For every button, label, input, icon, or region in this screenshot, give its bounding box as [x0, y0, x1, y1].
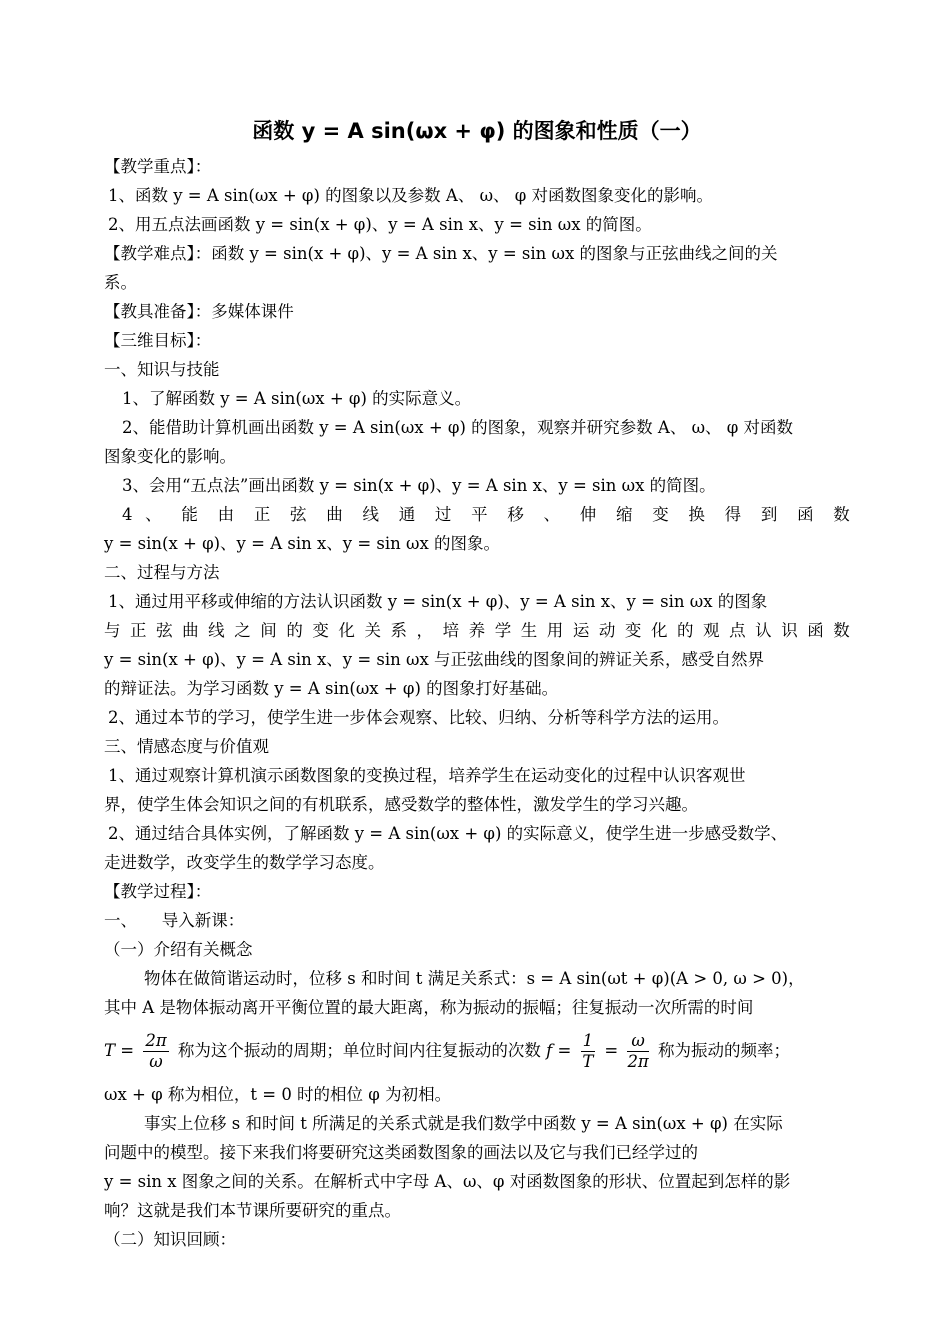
paragraph-line: ωx + φ 称为相位，t = 0 时的相位 φ 为初相。	[104, 1085, 452, 1104]
period-fraction	[143, 1031, 168, 1072]
frequency-symbol: f =	[546, 1041, 572, 1060]
paragraph-line: 2、能借助计算机画出函数 y = A sin(ωx + φ) 的图象，观察并研究参数 A、 ω、 φ 对函数	[122, 418, 794, 437]
frequency-fraction-2	[627, 1031, 648, 1072]
section-heading: 【教具准备】：多媒体课件	[104, 302, 294, 321]
subsection-heading: （二）知识回顾：	[104, 1230, 236, 1249]
paragraph-line: 2、通过结合具体实例，了解函数 y = A sin(ωx + φ) 的实际意义，使学生进一步感受数学、	[108, 824, 788, 843]
paragraph-line: 系。	[104, 273, 137, 292]
paragraph-line: 2、用五点法画函数 y = sin(x + φ)、y = A sin x、y = sin ωx 的简图。	[108, 215, 652, 234]
equals-sign: =	[604, 1041, 619, 1060]
paragraph-line: 响？这就是我们本节课所要研究的重点。	[104, 1201, 401, 1220]
document-page	[104, 108, 850, 1254]
paragraph-line: 1、函数 y = A sin(ωx + φ) 的图象以及参数 A、 ω、 φ 对函数图象变化的影响。	[108, 186, 714, 205]
subsection-heading: （一）介绍有关概念	[104, 940, 253, 959]
frequency-fraction-1	[581, 1031, 596, 1072]
subsection-heading: 一、知识与技能	[104, 360, 220, 379]
paragraph-line: 的辩证法。为学习函数 y = A sin(ωx + φ) 的图象打好基础。	[104, 679, 559, 698]
paragraph-line: 其中 A 是物体振动离开平衡位置的最大距离，称为振动的振幅；往复振动一次所需的时间	[104, 998, 754, 1017]
subsection-heading: 一、 导入新课：	[104, 911, 245, 930]
fraction-denominator: 2π	[627, 1052, 649, 1071]
paragraph-line: 界，使学生体会知识之间的有机联系，感受数学的整体性，激发学生的学习兴趣。	[104, 795, 698, 814]
formula-line	[104, 1022, 850, 1080]
paragraph-line: 1、通过观察计算机演示函数图象的变换过程，培养学生在运动变化的过程中认识客观世	[108, 766, 746, 785]
paragraph-line: 1、了解函数 y = A sin(ωx + φ) 的实际意义。	[122, 389, 472, 408]
paragraph-line: y = sin(x + φ)、y = A sin x、y = sin ωx 与正弦曲线的图象间的辨证关系，感受自然界	[104, 650, 765, 669]
section-heading: 【三维目标】：	[104, 331, 212, 350]
paragraph-line: 4 、 能 由 正 弦 曲 线 通 过 平 移 、 伸 缩 变 换 得 到 函 数	[122, 505, 850, 524]
fraction-numerator: 2π	[145, 1031, 167, 1050]
subsection-heading: 三、情感态度与价值观	[104, 737, 269, 756]
period-symbol: T =	[104, 1041, 135, 1060]
paragraph-line: 3、会用“五点法”画出函数 y = sin(x + φ)、y = A sin x、y = sin ωx 的简图。	[122, 476, 716, 495]
fraction-numerator: 1	[582, 1031, 594, 1050]
period-text: 称为这个振动的周期；单位时间内往复振动的次数	[177, 1041, 541, 1060]
page-title: 函数 y = A sin(ωx + φ) 的图象和性质（一）	[252, 119, 702, 143]
subsection-heading: 二、过程与方法	[104, 563, 220, 582]
fraction-denominator: T	[582, 1052, 594, 1071]
frequency-text: 称为振动的频率；	[658, 1041, 791, 1060]
paragraph-line: 物体在做简谐运动时，位移 s 和时间 t 满足关系式：s = A sin(ωt + φ)(A > 0, ω > 0)，	[144, 969, 805, 988]
section-heading: 【教学重点】：	[104, 157, 212, 176]
paragraph-line: 走进数学，改变学生的数学学习态度。	[104, 853, 385, 872]
paragraph-line: 2、通过本节的学习，使学生进一步体会观察、比较、归纳、分析等科学方法的运用。	[108, 708, 729, 727]
paragraph-line: 图象变化的影响。	[104, 447, 236, 466]
paragraph-line: 与 正 弦 曲 线 之 间 的 变 化 关 系 ， 培 养 学 生 用 运 动 变 化 的 观 点 认 识 函 数	[104, 621, 850, 640]
fraction-denominator: ω	[149, 1052, 163, 1071]
fraction-numerator: ω	[627, 1031, 648, 1052]
paragraph-line: 1、通过用平移或伸缩的方法认识函数 y = sin(x + φ)、y = A sin x、y = sin ωx 的图象	[108, 592, 768, 611]
paragraph-line: 问题中的模型。接下来我们将要研究这类函数图象的画法以及它与我们已经学过的	[104, 1143, 698, 1162]
paragraph-line: y = sin(x + φ)、y = A sin x、y = sin ωx 的图象。	[104, 534, 501, 553]
paragraph-line: 事实上位移 s 和时间 t 所满足的关系式就是我们数学中函数 y = A sin(ωx + φ) 在实际	[144, 1114, 783, 1133]
paragraph-line: y = sin x 图象之间的关系。在解析式中字母 A、ω、φ 对函数图象的形状、位置起到怎样的影	[104, 1172, 791, 1191]
section-heading: 【教学过程】：	[104, 882, 212, 901]
section-heading: 【教学难点】：函数 y = sin(x + φ)、y = A sin x、y = sin ωx 的图象与正弦曲线之间的关	[104, 244, 778, 263]
